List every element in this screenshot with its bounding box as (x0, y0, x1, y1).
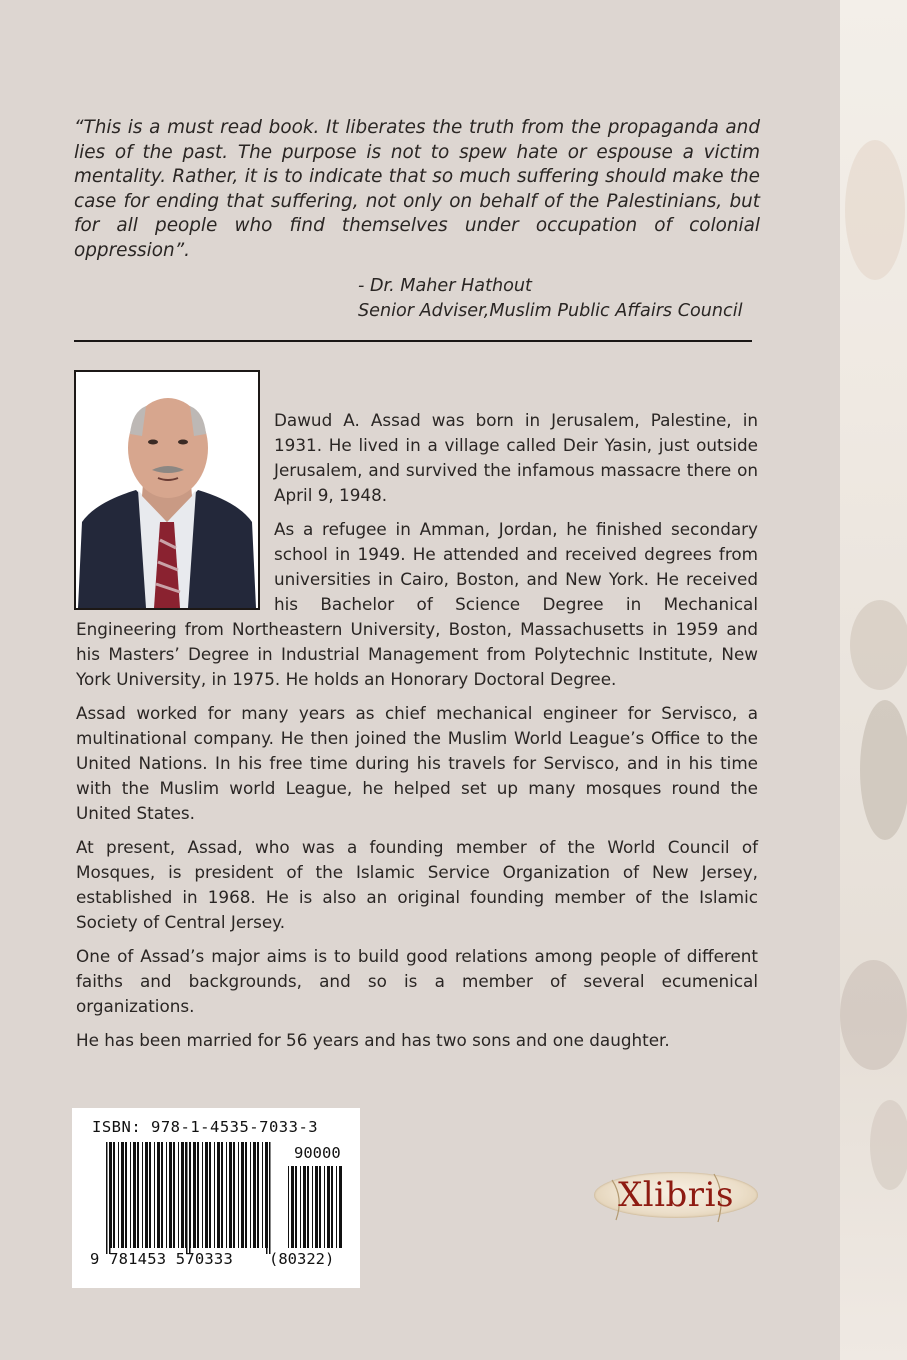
barcode-bar (253, 1142, 256, 1248)
barcode-guard-bar (109, 1142, 111, 1254)
barcode-guard-bar (269, 1142, 271, 1254)
divider-rule (74, 340, 752, 342)
barcode-bar (233, 1142, 235, 1248)
barcode-bar (307, 1166, 309, 1248)
barcode-bar (173, 1142, 175, 1248)
bio-paragraph: One of Assad’s major aims is to build good relations among people of different faiths and backgrounds, and so is a member of several ecumenical organizations. (76, 945, 758, 1017)
barcode-bar (205, 1142, 208, 1248)
barcode-bar (178, 1142, 179, 1248)
barcode-bar (339, 1166, 342, 1248)
quote-attribution (358, 274, 778, 324)
cover-wrap-photo (840, 0, 907, 1360)
endorsement-quote: “This is a must read book. It liberates the truth from the propaganda and lies of the past. The purpose is not to spew hate or espouse a victim mentality. Rather, it is to indicate that so much suffering should make the case for ending that suffering, not only on behalf of the Palestinians, but for all people who find themselves under occupation of colonial oppression”. (74, 117, 760, 261)
photo-wrap-spacer (76, 408, 274, 610)
barcode-bar (291, 1166, 294, 1248)
barcode-bar (257, 1142, 259, 1248)
barcode-bar (118, 1142, 119, 1248)
barcode-guard-bar (106, 1142, 108, 1254)
barcode-bar (336, 1166, 337, 1248)
barcode-bar (300, 1166, 301, 1248)
barcode-bar (154, 1142, 155, 1248)
bio-paragraph: Assad worked for many years as chief mechanical engineer for Servisco, a multinational company. He then joined the Muslim World League’s Office to the United Nations. In his free time during his travels for Servisco, and in his time with the Muslim world League, he helped set up many mosques round the United States. (76, 703, 758, 824)
barcode-bar (137, 1142, 139, 1248)
barcode-bar (181, 1142, 184, 1248)
barcode-bar (250, 1142, 251, 1248)
barcode-bar (149, 1142, 151, 1248)
barcode-bar (226, 1142, 227, 1248)
barcode-bar (142, 1142, 143, 1248)
barcode-bar (193, 1142, 196, 1248)
barcode-guard-bar (186, 1142, 188, 1254)
barcode-addon-number: 90000 (294, 1144, 341, 1162)
barcode-guard-bar (189, 1142, 191, 1254)
barcode-bar (303, 1166, 306, 1248)
bio-paragraph: Dawud A. Assad was born in Jerusalem, Palestine, in 1931. He lived in a village called Deir Yasin, just outside Jerusalem, and survived the infamous massacre there on April 9, 1948. (274, 410, 758, 506)
barcode-bar (241, 1142, 244, 1248)
barcode-bar (331, 1166, 333, 1248)
barcode-bar (169, 1142, 172, 1248)
barcode-bar (315, 1166, 318, 1248)
isbn-label: ISBN: 978-1-4535-7033-3 (92, 1118, 319, 1136)
barcode-bar (288, 1166, 289, 1248)
barcode-bar (130, 1142, 131, 1248)
barcode-bar (312, 1166, 313, 1248)
isbn-barcode (72, 1108, 360, 1288)
bio-paragraph: As a refugee in Amman, Jordan, he finished secondary school in 1949. He attended and received degrees from universities in Cairo, Boston, and New York. He received his Bachelor of Science Degree in Mechanical Engineering from Northeastern University, Boston, Massachusetts in 1959 and his Masters’ Degree in Industrial Management from Polytechnic Institute, New York University, in 1975. He holds an Honorary Doctoral Degree. (76, 518, 758, 690)
barcode-bar (113, 1142, 115, 1248)
barcode-bar (121, 1142, 124, 1248)
barcode-bar (166, 1142, 167, 1248)
barcode-bar (262, 1142, 263, 1248)
barcode-bar (157, 1142, 160, 1248)
barcode-bar (238, 1142, 239, 1248)
barcode-bar (295, 1166, 297, 1248)
barcode-bar (145, 1142, 148, 1248)
bio-paragraph: He has been married for 56 years and has two sons and one daughter. (76, 1029, 670, 1050)
barcode-bar (133, 1142, 136, 1248)
barcode-bar (324, 1166, 325, 1248)
barcode-bar (125, 1142, 127, 1248)
barcode-bar (229, 1142, 232, 1248)
barcode-digits: 9 781453 570333 (90, 1250, 233, 1268)
bio-paragraph: At present, Assad, who was a founding member of the World Council of Mosques, is president of the Islamic Service Organization of New Jersey, established in 1968. He is also an original founding member of the Islamic Society of Central Jersey. (76, 837, 758, 933)
publisher-logo (594, 1168, 760, 1228)
barcode-bar (221, 1142, 223, 1248)
barcode-bar (327, 1166, 330, 1248)
attribution-title: Senior Adviser,Muslim Public Affairs Council (358, 301, 743, 321)
attribution-name: - Dr. Maher Hathout (358, 276, 532, 296)
barcode-bar (209, 1142, 211, 1248)
barcode-price-code: (80322) (269, 1250, 335, 1268)
barcode-bar (197, 1142, 199, 1248)
barcode-bar (161, 1142, 163, 1248)
barcode-guard-bar (266, 1142, 268, 1254)
barcode-bar (319, 1166, 321, 1248)
publisher-name: Xlibris (618, 1175, 734, 1215)
barcode-bar (245, 1142, 247, 1248)
barcode-bar (217, 1142, 220, 1248)
barcode-bar (202, 1142, 203, 1248)
barcode-bar (214, 1142, 215, 1248)
author-biography (76, 408, 758, 1061)
